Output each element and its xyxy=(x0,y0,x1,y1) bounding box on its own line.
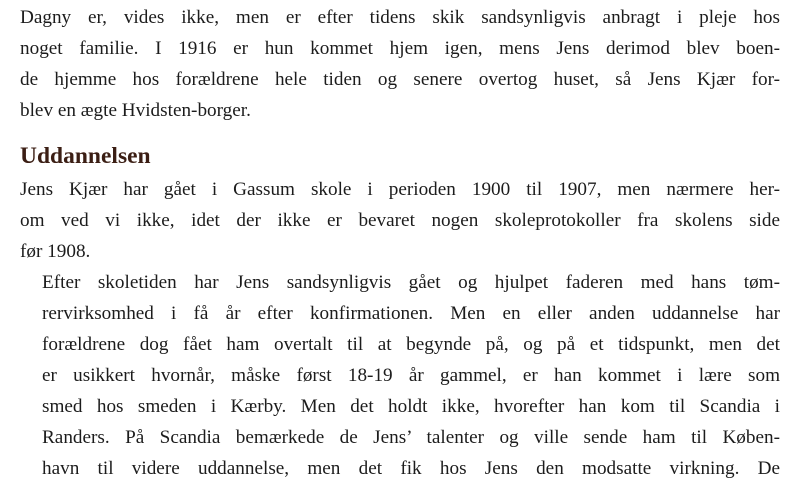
text-line: Jens Kjær har gået i Gassum skole i perioden 1900 til 1907, men nærmere her- xyxy=(20,179,780,200)
document-page xyxy=(20,0,780,484)
text-line: før 1908. xyxy=(20,241,91,262)
text-line: smed hos smeden i Kærby. Men det holdt ikke, hvorefter han kom til Scandia i xyxy=(42,396,780,417)
text-line: de hjemme hos forældrene hele tiden og senere overtog huset, så Jens Kjær for- xyxy=(20,69,780,90)
paragraph-apprenticeship xyxy=(20,267,780,484)
text-line: Efter skoletiden har Jens sandsynligvis gået og hjulpet faderen med hans tøm- xyxy=(42,272,780,293)
paragraph-dagny xyxy=(20,0,780,126)
text-line: Dagny er, vides ikke, men er efter tidens skik sandsynligvis anbragt i pleje hos xyxy=(20,7,780,28)
text-line: er usikkert hvornår, måske først 18-19 år gammel, er han kommet i lære som xyxy=(42,365,780,386)
text-line: Randers. På Scandia bemærkede de Jens’ talenter og ville sende ham til Køben- xyxy=(42,427,780,448)
text-line: forældrene dog fået ham overtalt til at begynde på, og på et tidspunkt, men det xyxy=(42,334,780,355)
text-line: rervirksomhed i få år efter konfirmationen. Men en eller anden uddannelse har xyxy=(42,303,780,324)
text-line: blev en ægte Hvidsten-borger. xyxy=(20,100,251,121)
text-line: noget familie. I 1916 er hun kommet hjem igen, mens Jens derimod blev boen- xyxy=(20,38,780,59)
text-line: havn til videre uddannelse, men det fik hos Jens den modsatte virkning. De xyxy=(42,458,780,479)
text-line: om ved vi ikke, idet der ikke er bevaret nogen skoleprotokoller fra skolens side xyxy=(20,210,780,231)
paragraph-schooling xyxy=(20,174,780,267)
section-heading: Uddannelsen xyxy=(20,143,151,169)
